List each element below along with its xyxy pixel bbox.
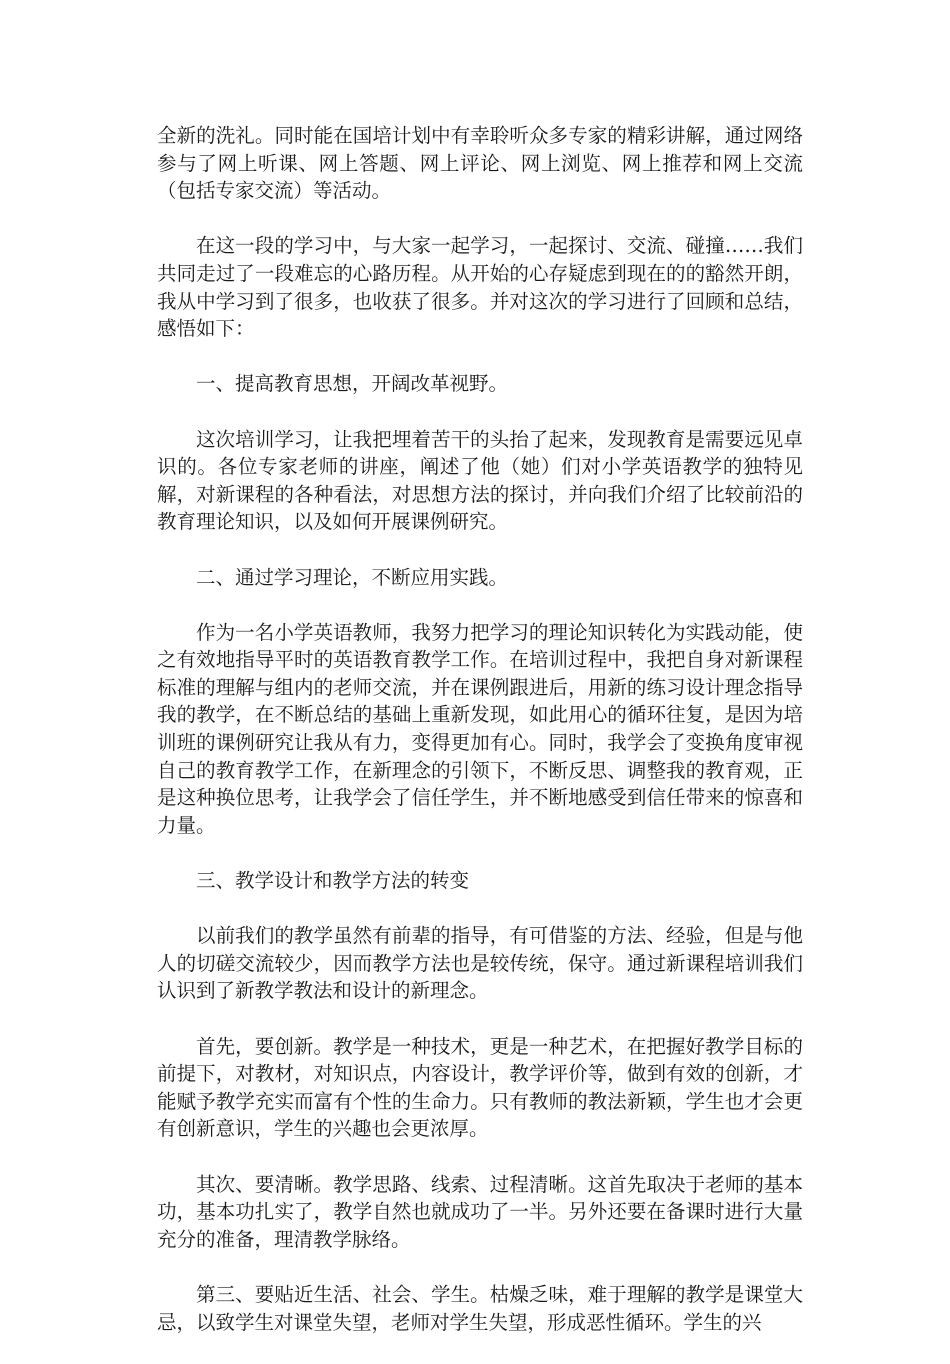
section-heading-3: 三、教学设计和教学方法的转变	[196, 869, 470, 893]
paragraph-6: 首先，要创新。教学是一种技术，更是一种艺术，在把握好教学目标的前提下，对教材，对知识点，内容设计，教学评价等，做到有效的创新，才能赋予教学充实而富有个性的生命力。只有教师的教法新颖，学生也才会更有创新意识，学生的兴趣也会更浓厚。	[157, 1034, 803, 1141]
paragraph-5: 以前我们的教学虽然有前辈的指导，有可借鉴的方法、经验，但是与他人的切磋交流较少，因而教学方法也是较传统，保守。通过新课程培训我们认识到了新教学教法和设计的新理念。	[157, 924, 803, 1003]
paragraph-4: 作为一名小学英语教师，我努力把学习的理论知识转化为实践动能，使之有效地指导平时的英语教育教学工作。在培训过程中，我把自身对新课程标准的理解与组内的老师交流，并在课例跟进后，用新的练习设计理念指导我的教学，在不断总结的基础上重新发现，如此用心的循环往复，是因为培训班的课例研究让我从有力，变得更加有心。同时，我学会了变换角度审视自己的教育教学工作，在新理念的引领下，不断反思、调整我的教育观，正是这种换位思考，让我学会了信任学生，并不断地感受到信任带来的惊喜和力量。	[157, 620, 803, 837]
paragraph-2: 在这一段的学习中，与大家一起学习，一起探讨、交流、碰撞……我们共同走过了一段难忘的心路历程。从开始的心存疑虑到现在的的豁然开朗，我从中学习到了很多，也收获了很多。并对这次的学习进行了回顾和总结，感悟如下：	[157, 234, 803, 341]
section-heading-2: 二、通过学习理论，不断应用实践。	[196, 565, 509, 589]
section-heading-1: 一、提高教育思想，开阔改革视野。	[196, 372, 509, 396]
paragraph-8: 第三、要贴近生活、社会、学生。枯燥乏味，难于理解的教学是课堂大忌，以致学生对课堂失望，老师对学生失望，形成恶性循环。学生的兴	[157, 1282, 803, 1334]
paragraph-1: 全新的洗礼。同时能在国培计划中有幸聆听众多专家的精彩讲解，通过网络参与了网上听课、网上答题、网上评论、网上浏览、网上推荐和网上交流（包括专家交流）等活动。	[157, 124, 803, 203]
document-body	[157, 122, 803, 1364]
paragraph-3: 这次培训学习，让我把埋着苦干的头抬了起来，发现教育是需要远见卓识的。各位专家老师的讲座，阐述了他（她）们对小学英语教学的独特见解，对新课程的各种看法，对思想方法的探讨，并向我们介绍了比较前沿的教育理论知识，以及如何开展课例研究。	[157, 427, 803, 534]
paragraph-7: 其次、要清晰。教学思路、线索、过程清晰。这首先取决于老师的基本功，基本功扎实了，教学自然也就成功了一半。另外还要在备课时进行大量充分的准备，理清教学脉络。	[157, 1172, 803, 1251]
